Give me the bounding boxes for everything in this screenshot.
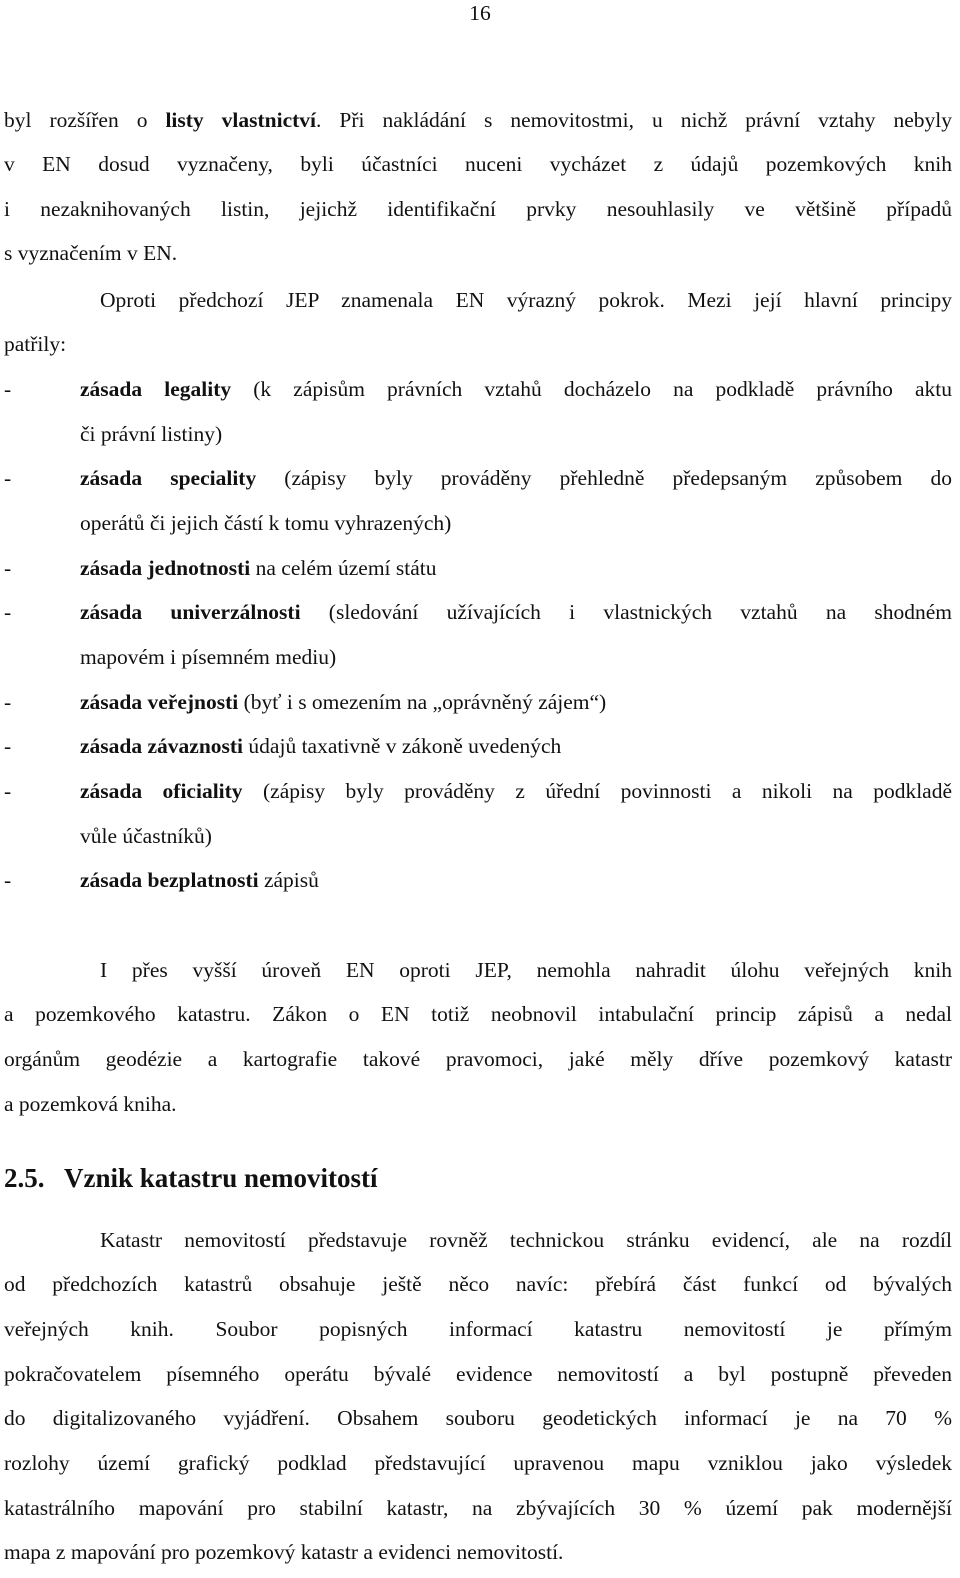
principle-name: zásada speciality: [80, 466, 257, 490]
principle-desc: (sledování užívajících i vlastnických vztahů na shodném: [300, 600, 952, 624]
principle-desc: (k zápisům právních vztahů docházelo na podkladě právního aktu: [231, 377, 952, 401]
para1-line-4: s vyznačením v EN.: [4, 241, 178, 265]
para1-text-c: . Při nakládání s nemovitostmi, u nichž právní vztahy nebyly: [316, 108, 952, 132]
list-item-text: [80, 778, 952, 804]
section-heading: [4, 1163, 378, 1193]
list-dash: -: [4, 600, 12, 624]
para3-line-1: I přes vyšší úroveň EN oproti JEP, nemohla nahradit úlohu veřejných knih: [100, 958, 952, 982]
principle-desc: (zápisy byly prováděny přehledně předepsaným způsobem do: [256, 466, 952, 490]
list-dash: -: [4, 690, 12, 714]
para4-line-7: katastrálního mapování pro stabilní katastr, na zbývajících 30 % území pak modernější: [4, 1496, 952, 1520]
para4-line-2: od předchozích katastrů obsahuje ještě něco navíc: přebírá část funkcí od bývalých: [4, 1272, 952, 1296]
list-item-text: [80, 465, 952, 491]
principle-name: zásada závaznosti: [80, 734, 244, 758]
list-dash: -: [4, 868, 12, 892]
para1-bold: listy vlastnictví: [165, 108, 317, 132]
para3-line-4: a pozemková kniha.: [4, 1092, 177, 1116]
principle-desc: údajů taxativně v zákoně uvedených: [243, 734, 562, 758]
para3-line-2: a pozemkového katastru. Zákon o EN totiž neobnovil intabulační princip zápisů a nedal: [4, 1002, 952, 1026]
list-item-continuation: či právní listiny): [80, 422, 223, 446]
section-title: Vznik katastru nemovitostí: [64, 1163, 378, 1193]
para1-line-3: i nezaknihovaných listin, jejichž identifikační prvky nesouhlasily ve většině případů: [4, 197, 952, 221]
principle-name: zásada bezplatnosti: [80, 868, 259, 892]
principle-desc: (zápisy byly prováděny z úřední povinnosti a nikoli na podkladě: [242, 779, 953, 803]
list-item-text: [80, 599, 952, 625]
para2-line-2: patřily:: [4, 332, 67, 356]
list-dash: -: [4, 734, 12, 758]
list-dash: -: [4, 377, 12, 401]
para4-line-6: rozlohy území grafický podklad představující upravenou mapu vzniklou jako výsledek: [4, 1451, 952, 1475]
list-item-text: [80, 733, 952, 759]
para1-line-1: [4, 107, 952, 133]
para2-line-1: Oproti předchozí JEP znamenala EN výrazný pokrok. Mezi její hlavní principy: [100, 288, 952, 312]
para1-line-2: v EN dosud vyznačeny, byli účastníci nuceni vycházet z údajů pozemkových knih: [4, 152, 952, 176]
principle-desc: zápisů: [258, 868, 319, 892]
list-item-text: [80, 867, 952, 893]
principle-name: zásada veřejnosti: [80, 690, 239, 714]
principle-name: zásada legality: [80, 377, 232, 401]
list-item-text: [80, 555, 952, 581]
para4-line-3: veřejných knih. Soubor popisných informací katastru nemovitostí je přímým: [4, 1317, 952, 1341]
list-dash: -: [4, 466, 12, 490]
list-dash: -: [4, 556, 12, 580]
para4-line-1: Katastr nemovitostí představuje rovněž technickou stránku evidencí, ale na rozdíl: [100, 1228, 952, 1252]
list-dash: -: [4, 779, 12, 803]
list-item-continuation: mapovém i písemném mediu): [80, 645, 337, 669]
list-item-continuation: operátů či jejich částí k tomu vyhrazených): [80, 511, 452, 535]
para4-line-8: mapa z mapování pro pozemkový katastr a evidenci nemovitostí.: [4, 1540, 564, 1564]
para4-line-5: do digitalizovaného vyjádření. Obsahem souboru geodetických informací je na 70 %: [4, 1406, 952, 1430]
list-item-continuation: vůle účastníků): [80, 824, 212, 848]
para4-line-4: pokračovatelem písemného operátu bývalé evidence nemovitostí a byl postupně převeden: [4, 1362, 952, 1386]
principle-desc: (byť i s omezením na „oprávněný zájem“): [238, 690, 607, 714]
list-item-text: [80, 376, 952, 402]
page-number: 16: [469, 1, 491, 25]
para1-text-a: byl rozšířen o: [4, 108, 166, 132]
principle-name: zásada univerzálnosti: [80, 600, 301, 624]
para3-line-3: orgánům geodézie a kartografie takové pravomoci, jaké měly dříve pozemkový katastr: [4, 1047, 952, 1071]
principle-name: zásada oficiality: [80, 779, 243, 803]
section-number: 2.5.: [4, 1163, 45, 1193]
principle-desc: na celém území státu: [250, 556, 437, 580]
principle-name: zásada jednotnosti: [80, 556, 251, 580]
list-item-text: [80, 689, 952, 715]
